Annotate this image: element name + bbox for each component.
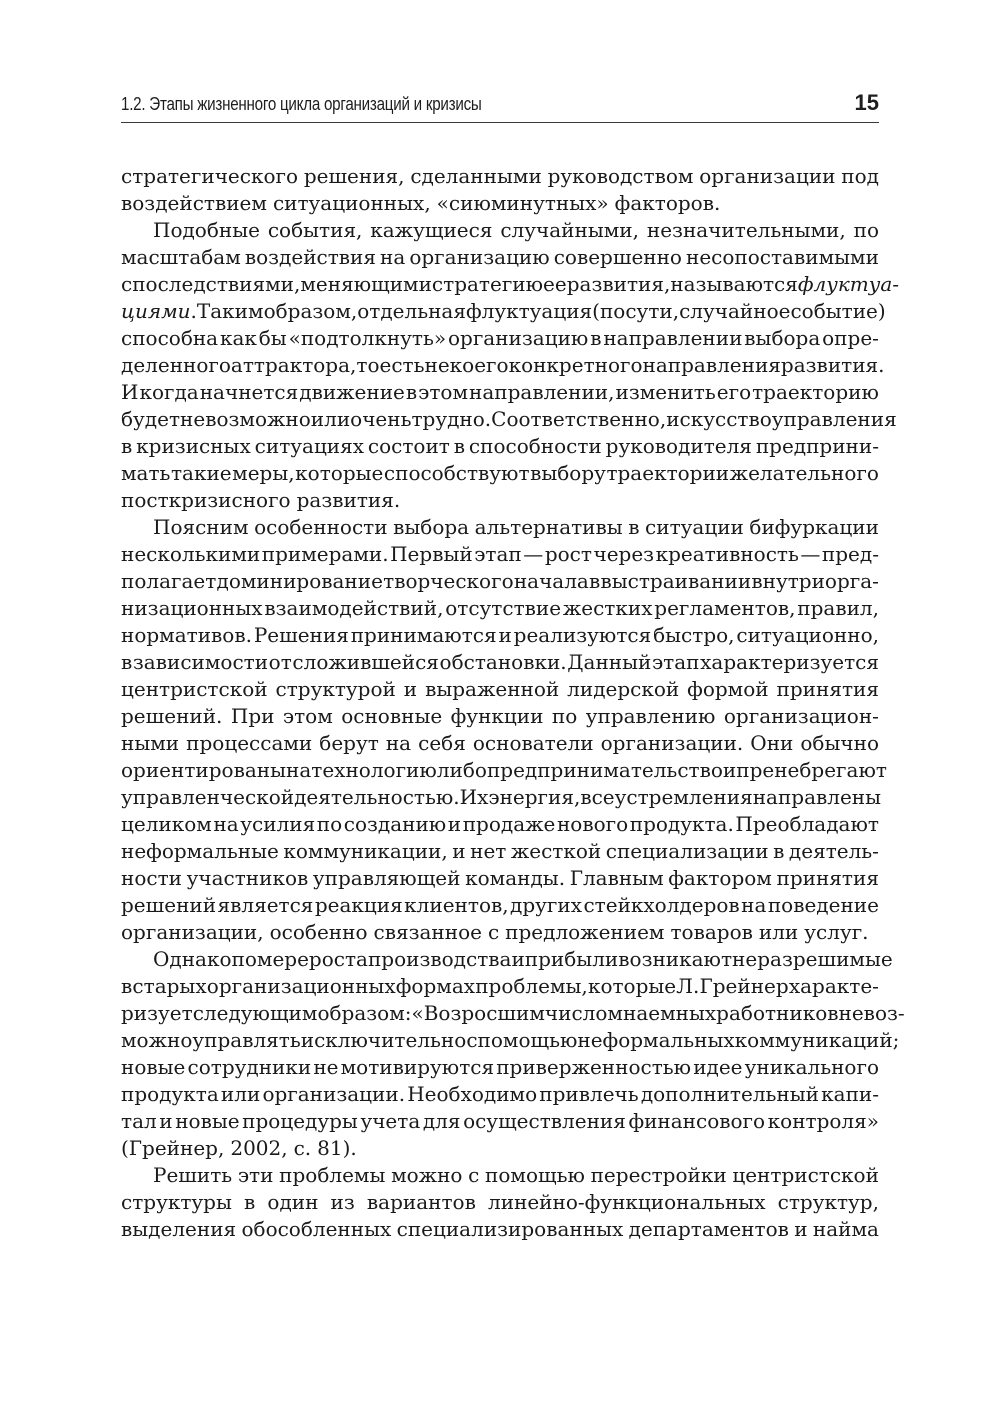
text-line: новые сотрудники не мотивируются приверженностью идее уникального (121, 1055, 879, 1079)
text-line: Однако по мере роста производства и прибыли возникают неразрешимые (153, 947, 893, 971)
text-line: в зависимости от сложившейся обстановки. Данный этап характеризуется (121, 650, 879, 674)
text-line: с последствиями, меняющими стратегию ее развития, называются флуктуа- (121, 272, 900, 296)
text-line: нормативов. Решения принимаются и реализуются быстро, ситуационно, (121, 623, 879, 647)
text-line: ности участников управляющей команды. Главным фактором принятия (121, 866, 879, 890)
running-header (121, 88, 879, 123)
text-line: структуры в один из вариантов линейно-функциональных структур, (121, 1190, 879, 1214)
text-line: организации, особенно связанное с предложением товаров или услуг. (121, 920, 869, 944)
text-line: полагает доминирование творческого начала в выстраивании внутриорга- (121, 569, 879, 593)
section-title: 1.2. Этапы жизненного цикла организаций и кризисы (121, 93, 482, 114)
text-line: тал и новые процедуры учета для осуществления финансового контроля» (121, 1109, 879, 1133)
text-line: в старых организационных формах проблемы, которые Л. Грейнер характе- (121, 974, 879, 998)
text-line: ными процессами берут на себя основатели организации. Они обычно (121, 731, 879, 755)
text-line: ризует следующим образом: «Возросшим числом наемных работников невоз- (121, 1001, 905, 1025)
text-line: решений является реакция клиентов, других стейкхолдеров на поведение (121, 893, 879, 917)
text-line: будет невозможно или очень трудно. Соответственно, искусство управления (121, 407, 897, 431)
text-line: продукта или организации. Необходимо привлечь дополнительный капи- (121, 1082, 879, 1106)
text-line: в кризисных ситуациях состоит в способности руководителя предприни- (121, 434, 879, 458)
text-line: масштабам воздействия на организацию совершенно несопоставимыми (121, 245, 879, 269)
text-line: мать такие меры, которые способствуют выбору траектории желательного (121, 461, 879, 485)
text-line: управленческой деятельностью. Их энергия, все устремления направлены (121, 785, 882, 809)
text-line: выделения обособленных специализированных департаментов и найма (121, 1217, 879, 1241)
text-line: Подобные события, кажущиеся случайными, незначительными, по (153, 218, 879, 242)
text-line: решений. При этом основные функции по управлению организацион- (121, 704, 879, 728)
text-line: несколькими примерами. Первый этап — рост через креативность — пред- (121, 542, 879, 566)
text-line: И когда начнется движение в этом направлении, изменить его траекторию (121, 380, 879, 404)
text-line: Решить эти проблемы можно с помощью перестройки центристской (153, 1163, 879, 1187)
text-line: циями. Таким образом, отдельная флуктуация (по сути, случайное событие) (121, 299, 886, 323)
paragraph (121, 217, 900, 514)
text-line: посткризисного развития. (121, 488, 401, 512)
paragraph (121, 163, 879, 217)
text-line: деленного аттрактора, то есть некоего конкретного направления развития. (121, 353, 885, 377)
text-line: (Грейнер, 2002, с. 81). (121, 1136, 357, 1160)
text-line: стратегического решения, сделанными руководством организации под (121, 164, 879, 188)
text-line: ориентированы на технологию либо предпринимательство и пренебрегают (121, 758, 887, 782)
paragraph (121, 1162, 879, 1243)
text-line: центристской структурой и выраженной лидерской формой принятия (121, 677, 879, 701)
text-line: Поясним особенности выбора альтернативы в ситуации бифуркации (153, 515, 879, 539)
body-text (121, 163, 905, 1243)
text-line: воздействием ситуационных, «сиюминутных» факторов. (121, 191, 721, 215)
paragraph (121, 946, 905, 1162)
text-line: низационных взаимодействий, отсутствие жестких регламентов, правил, (121, 596, 879, 620)
text-line: можно управлять исключительно с помощью неформальных коммуникаций; (121, 1028, 900, 1052)
text-line: неформальные коммуникации, и нет жесткой специализации в деятель- (121, 839, 879, 863)
page-number: 15 (854, 90, 879, 115)
text-line: способна как бы «подтолкнуть» организацию в направлении выбора опре- (121, 326, 879, 350)
paragraph (121, 514, 887, 946)
text-line: целиком на усилия по созданию и продаже нового продукта. Преобладают (121, 812, 879, 836)
